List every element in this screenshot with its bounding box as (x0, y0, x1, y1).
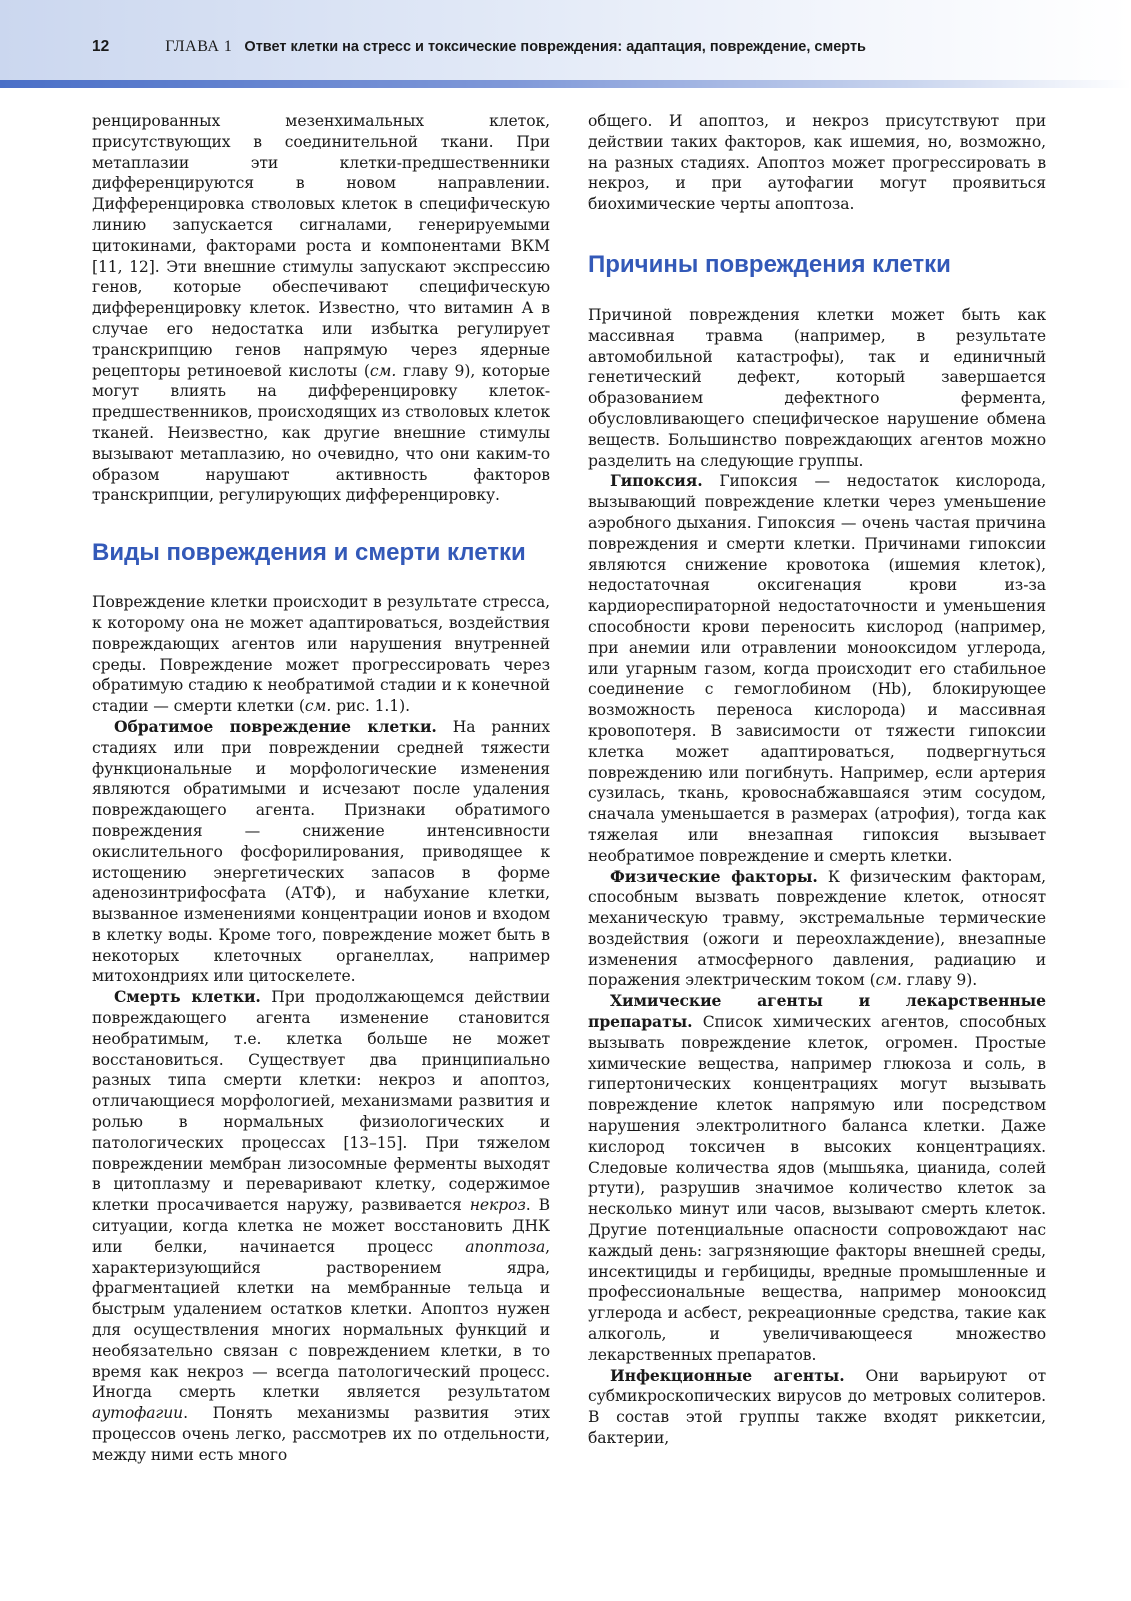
paragraph-causes-intro: Причиной повреждения клетки может быть как массивная травма (например, в результате автомобильной катастрофы), так и единичный генетический дефект, который завершается образованием дефектного фермента, обусловливающего специфическое нарушение обмена веществ. Большинство повреждающих агентов можно разделить на следующие группы. (588, 305, 1046, 470)
term-chemical: Химические агенты и лекарственные препараты. (588, 991, 1046, 1032)
term-reversible: Обратимое повреждение клетки. (114, 716, 437, 736)
paragraph-apoptosis-necrosis: общего. И апоптоз, и некроз присутствуют при действии таких факторов, как ишемия, но, возможно, на разных стадиях. Апоптоз может прогрессировать в некроз, и при аутофагии могут проявиться биохимические черты апоптоза. (588, 112, 1046, 214)
paragraph-injury-intro: Повреждение клетки происходит в результате стресса, к которому она не может адаптироваться, воздействия повреждающих агентов или нарушения внутренней среды. Повреждение может прогрессировать через обратимую стадию к необратимой стадии и к конечной стадии — смерти клетки (см. рис. 1.1). (92, 593, 550, 716)
paragraph-infectious: Инфекционные агенты. Они варьируют от субмикроскопических вирусов до метровых солитеров. В состав этой группы также входят риккетсии, бактерии, (588, 1365, 1046, 1448)
term-physical: Физические факторы. (610, 866, 818, 886)
section-heading-causes: Причины повреждения клетки (588, 250, 951, 278)
header-accent-bar (0, 80, 1131, 88)
term-cell-death: Смерть клетки. (114, 987, 261, 1007)
paragraph-cell-death: Смерть клетки. При продолжающемся действии повреждающего агента изменение становится необратимым, т.е. клетка больше не может восстановиться. Существует два принципиально разных типа смерти клетки: некроз и апоптоз, отличающиеся морфологией, механизмами развития и ролью в нормальных физиологических и патологических процессах [13–15]. При тяжелом повреждении мембран лизосомные ферменты выходят в цитоплазму и переваривают клетку, содержимое клетки просачивается наружу, развивается некроз. В ситуации, когда клетка не может восстановить ДНК или белки, начинается процесс апоптоза, характеризующийся растворением ядра, фрагментацией клетки на мембранные тельца и быстрым удалением остатков клетки. Апоптоз нужен для осуществления многих нормальных функций и необязательно связан с повреждением клетки, в то время как некроз — всегда патологический процесс. Иногда смерть клетки является результатом аутофагии. Понять механизмы развития этих процессов очень легко, рассмотрев их по отдельности, между ними есть много (92, 987, 551, 1464)
section-heading-types: Виды повреждения и смерти клетки (92, 539, 526, 567)
paragraph-chemical: Химические агенты и лекарственные препараты. Список химических агентов, способных вызывать повреждение клеток, огромен. Простые химические вещества, например глюкоза и соль, в гипертонических концентрациях могут вызывать повреждение клеток напрямую или посредством нарушения электролитного баланса клетки. Даже кислород токсичен в высоких концентрациях. Следовые количества ядов (мышьяка, цианида, солей ртути), разрушив значимое количество клеток за несколько минут или часов, вызывают смерть клеток. Другие потенциальные опасности сопровождают нас каждый день: загрязняющие факторы внешней среды, инсектициды и гербициды, вредные промышленные и профессиональные вещества, например монооксид углерода и асбест, рекреационные средства, такие как алкоголь, и увеличивающееся множество лекарственных препаратов. (588, 991, 1046, 1364)
paragraph-reversible: Обратимое повреждение клетки. На ранних стадиях или при повреждении средней тяжести функциональные и морфологические изменения являются обратимыми и исчезают после удаления повреждающего агента. Признаки обратимого повреждения — снижение интенсивности окислительного фосфорилирования, приводящее к истощению энергетических запасов в форме аденозинтрифосфата (АТФ), и набухание клетки, вызванное изменениями концентрации ионов и входом в клетку воды. Кроме того, повреждение может быть в некоторых клеточных органеллах, например митохондриях или цитоскелете. (92, 716, 550, 986)
paragraph-physical: Физические факторы. К физическим факторам, способным вызвать повреждение клеток, относят механическую травму, экстремальные термические воздействия (ожоги и переохлаждение), внезапные изменения атмосферного давления, радиацию и поражения электрическим током (см. главу 9). (588, 866, 1046, 990)
left-column (92, 111, 550, 1466)
paragraph-hypoxia: Гипоксия. Гипоксия — недостаток кислорода, вызывающий повреждение клетки через уменьшение аэробного дыхания. Гипоксия — очень частая причина повреждения и смерти клетки. Причинами гипоксии являются снижение кровотока (ишемия клеток), недостаточная оксигенация крови из-за кардиореспираторной недостаточности и уменьшения способности крови переносить кислород (например, при анемии или отравлении монооксидом углерода, или угарным газом, когда происходит его стабильное соединение с гемоглобином (Hb), блокирующее возможность переноса кислорода) и массивная кровопотеря. В зависимости от тяжести гипоксии клетка может адаптироваться, подвергнуться повреждению или погибнуть. Например, если артерия сузилась, ткань, кровоснабжавшаяся этим сосудом, сначала уменьшается в размерах (атрофия), тогда как тяжелая или внезапная гипоксия вызывает необратимое повреждение и смерть клетки. (588, 471, 1046, 865)
chapter-label: ГЛАВА 1 (165, 38, 233, 55)
term-hypoxia: Гипоксия. (610, 471, 703, 491)
term-infectious: Инфекционные агенты. (610, 1365, 845, 1385)
running-header (92, 38, 866, 56)
right-column (588, 111, 1046, 1449)
chapter-title: Ответ клетки на стресс и токсические повреждения: адаптация, повреждение, смерть (244, 39, 866, 55)
paragraph-metaplasia: ренцированных мезенхимальных клеток, присутствующих в соединительной ткани. При метаплазии эти клетки-предшественники дифференцируются в новом направлении. Дифференцировка стволовых клеток в специфическую линию запускается сигналами, генерируемыми цитокинами, факторами роста и компонентами ВКМ [11, 12]. Эти внешние стимулы запускают экспрессию генов, которые обеспечивают специфическую дифференцировку клеток. Известно, что витамин А в случае его недостатка или избытка регулирует транскрипцию генов напрямую через ядерные рецепторы ретиноевой кислоты (см. главу 9), которые могут влиять на дифференцировку клеток-предшественников, происходящих из стволовых клеток тканей. Неизвестно, как другие внешние стимулы вызывают метаплазию, но очевидно, что они каким-то образом нарушают активность факторов транскрипции, регулирующих дифференцировку. (92, 112, 550, 505)
page-number: 12 (92, 38, 110, 55)
